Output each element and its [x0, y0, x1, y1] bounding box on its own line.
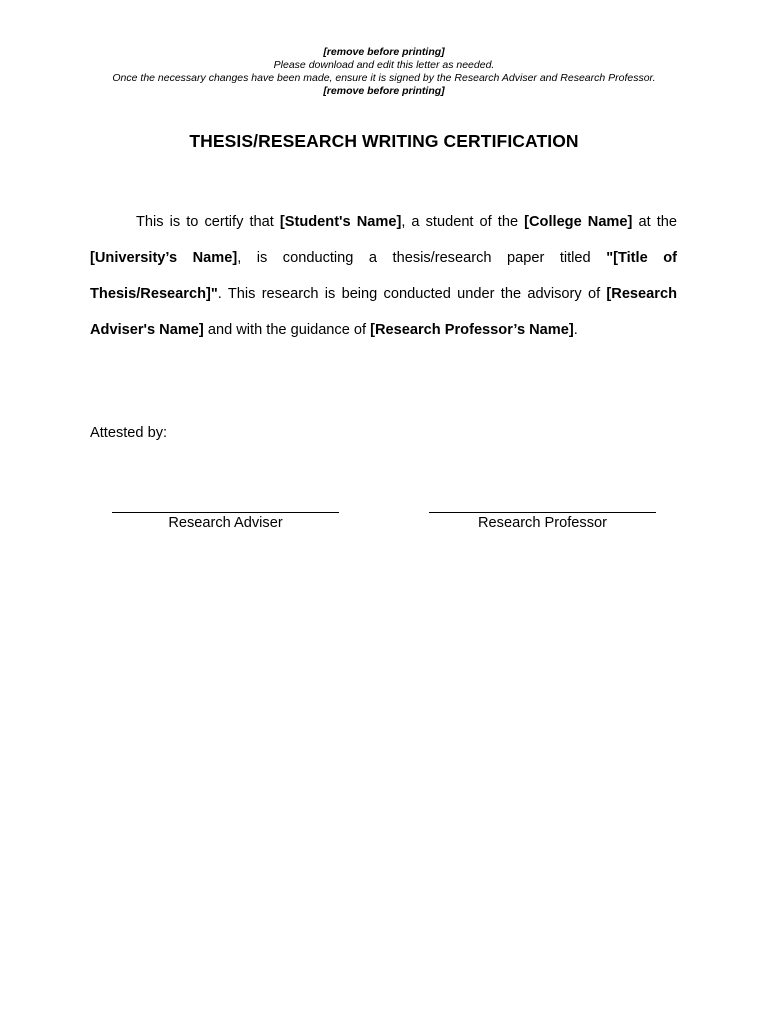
document-title: THESIS/RESEARCH WRITING CERTIFICATION — [189, 131, 579, 151]
adviser-signature-line — [112, 512, 339, 513]
professor-name-placeholder: [Research Professor’s Name] — [370, 322, 574, 338]
edit-instruction: Please download and edit this letter as needed. — [273, 59, 495, 71]
professor-signature-label: Research Professor — [478, 515, 607, 531]
student-name-placeholder: [Student's Name] — [279, 214, 402, 230]
adviser-name-placeholder: [Research Adviser's Name] — [90, 286, 677, 338]
body-text-1: This is to certify that — [136, 214, 280, 230]
body-text-7: . — [573, 322, 578, 338]
certification-paragraph — [90, 204, 677, 348]
printing-instructions — [0, 46, 768, 98]
adviser-signature-label: Research Adviser — [168, 515, 283, 531]
professor-signature-line — [429, 512, 656, 513]
body-text-4: , is conducting a thesis/research paper titled — [237, 250, 607, 266]
remove-note-bottom: [remove before printing] — [323, 85, 445, 97]
university-name-placeholder: [University’s Name] — [90, 250, 238, 266]
body-text-6: and with the guidance of — [203, 322, 371, 338]
professor-signature-block — [429, 512, 656, 532]
remove-note-top: [remove before printing] — [323, 46, 445, 58]
adviser-signature-block — [112, 512, 339, 532]
body-text-2: , a student of the — [401, 214, 525, 230]
body-text-3: at the — [632, 214, 677, 230]
college-name-placeholder: [College Name] — [524, 214, 633, 230]
signing-instruction: Once the necessary changes have been made, ensure it is signed by the Research Adviser and Research Professor. — [112, 72, 656, 84]
body-text-5: . This research is being conducted under the advisory of — [217, 286, 607, 302]
attested-by-label: Attested by: — [90, 425, 168, 441]
thesis-title-placeholder: "[Title of Thesis/Research]" — [90, 250, 677, 302]
